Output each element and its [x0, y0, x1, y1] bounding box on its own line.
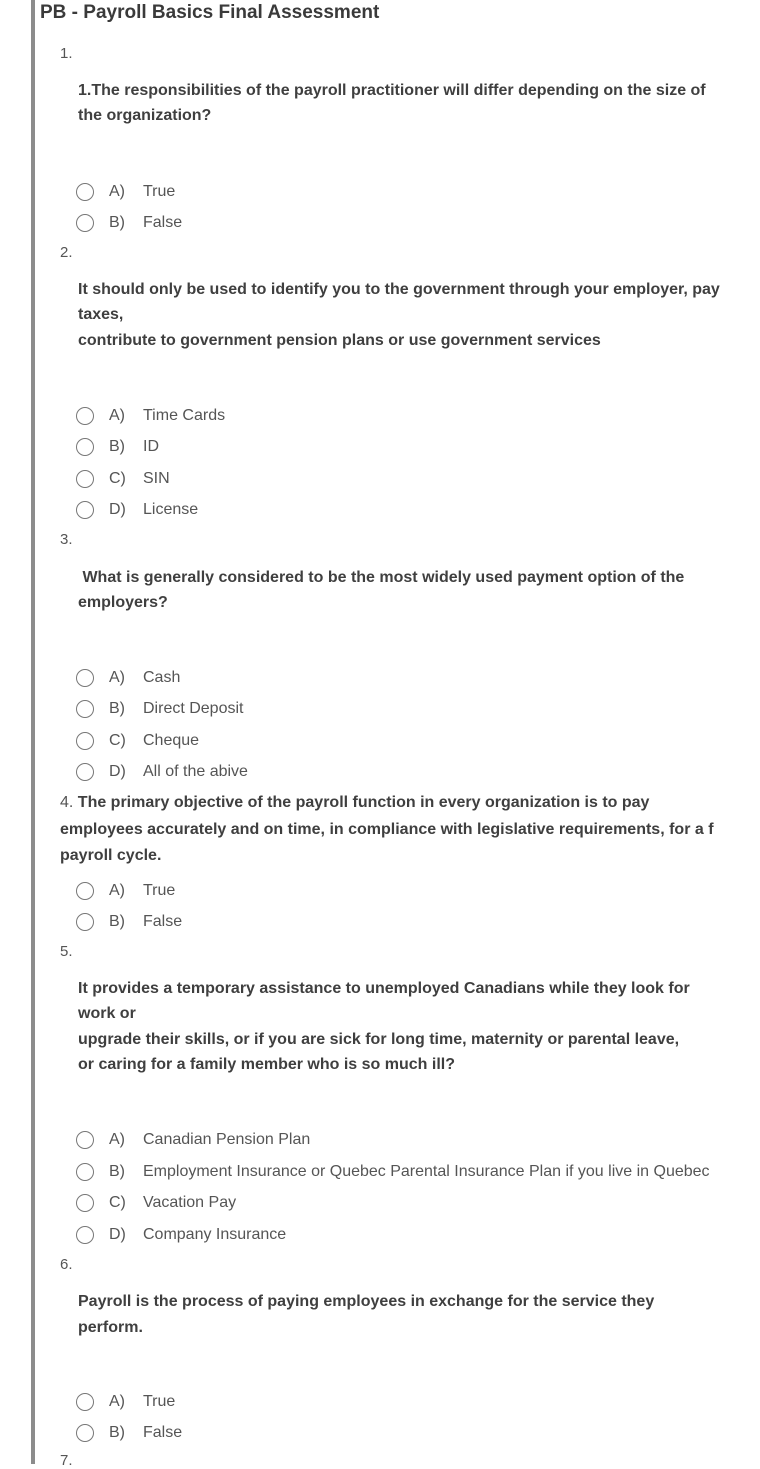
radio-button[interactable] [76, 1424, 94, 1442]
option-letter: A) [109, 1393, 125, 1410]
question-number: 3. [60, 531, 73, 548]
answer-option[interactable] [76, 1191, 236, 1215]
answer-option[interactable] [76, 467, 170, 491]
radio-button[interactable] [76, 913, 94, 931]
answer-option[interactable] [76, 1421, 182, 1445]
radio-button[interactable] [76, 1131, 94, 1149]
option-label: True [143, 1393, 176, 1410]
answer-option[interactable] [76, 1223, 286, 1247]
question-text-line: upgrade their skills, or if you are sick for long time, maternity or parental leave, [78, 1031, 680, 1048]
option-letter: B) [109, 214, 125, 231]
option-label: Vacation Pay [143, 1194, 237, 1211]
answer-option[interactable] [76, 498, 198, 522]
radio-button[interactable] [76, 732, 94, 750]
answer-option[interactable] [76, 180, 175, 204]
option-letter: C) [109, 732, 126, 749]
option-label: Company Insurance [143, 1226, 287, 1243]
radio-button[interactable] [76, 669, 94, 687]
question-text-line: work or [78, 1005, 136, 1022]
question-text-line: It should only be used to identify you to the government through your employer, pay [78, 281, 720, 298]
radio-button[interactable] [76, 183, 94, 201]
question-text-line: It provides a temporary assistance to unemployed Canadians while they look for [78, 980, 690, 997]
radio-button[interactable] [76, 1393, 94, 1411]
answer-option[interactable] [76, 879, 175, 903]
option-letter: B) [109, 913, 125, 930]
question-text-line: the organization? [78, 107, 212, 124]
answer-option[interactable] [76, 697, 243, 721]
option-label: ID [143, 438, 159, 455]
radio-button[interactable] [76, 1163, 94, 1181]
option-letter: A) [109, 1131, 125, 1148]
answer-option[interactable] [76, 435, 159, 459]
option-letter: B) [109, 1424, 125, 1441]
radio-button[interactable] [76, 407, 94, 425]
question-text-line: 1.The responsibilities of the payroll practitioner will differ depending on the size of [78, 82, 706, 99]
radio-button[interactable] [76, 1194, 94, 1212]
question-number: 7. [60, 1452, 73, 1469]
radio-button[interactable] [76, 763, 94, 781]
option-letter: B) [109, 438, 125, 455]
option-letter: A) [109, 183, 125, 200]
option-label: True [143, 183, 176, 200]
radio-button[interactable] [76, 470, 94, 488]
answer-option[interactable] [76, 1390, 175, 1414]
question-number: 1. [60, 45, 73, 62]
option-label: Canadian Pension Plan [143, 1131, 311, 1148]
option-letter: A) [109, 882, 125, 899]
option-label: Cheque [143, 732, 200, 749]
left-border [31, 0, 35, 1464]
answer-option[interactable] [76, 1160, 710, 1184]
radio-button[interactable] [76, 1226, 94, 1244]
answer-option[interactable] [76, 404, 225, 428]
option-label: All of the abive [143, 763, 248, 780]
radio-button[interactable] [76, 882, 94, 900]
option-label: Direct Deposit [143, 700, 244, 717]
option-letter: C) [109, 1194, 126, 1211]
answer-option[interactable] [76, 211, 182, 235]
option-label: False [143, 214, 183, 231]
option-letter: D) [109, 1226, 126, 1243]
option-label: False [143, 913, 183, 930]
option-letter: A) [109, 407, 125, 424]
answer-option[interactable] [76, 729, 199, 753]
option-letter: D) [109, 763, 126, 780]
question-text-line: What is generally considered to be the most widely used payment option of the [78, 569, 685, 586]
question-text-line: Payroll is the process of paying employees in exchange for the service they [78, 1293, 655, 1310]
question-text-line: employees accurately and on time, in compliance with legislative requirements, for a f [60, 820, 714, 838]
answer-option[interactable] [76, 666, 180, 690]
option-label: Employment Insurance or Quebec Parental Insurance Plan if you live in Quebec [143, 1163, 710, 1180]
option-letter: A) [109, 669, 125, 686]
question-number: 4. [60, 794, 74, 811]
question-text-line: employers? [78, 594, 168, 611]
question-number: 6. [60, 1256, 73, 1273]
radio-button[interactable] [76, 700, 94, 718]
question-text-line: 4. The primary objective of the payroll function in every organization is to pay [60, 794, 650, 811]
question-text-line: taxes, [78, 306, 124, 323]
option-label: True [143, 882, 176, 899]
question-text-line: or caring for a family member who is so much ill? [78, 1056, 455, 1073]
question-4-text [60, 790, 760, 870]
option-label: SIN [143, 470, 170, 487]
option-letter: D) [109, 501, 126, 518]
answer-option[interactable] [76, 760, 248, 784]
question-number: 5. [60, 943, 73, 960]
answer-option[interactable] [76, 910, 182, 934]
radio-button[interactable] [76, 438, 94, 456]
option-letter: B) [109, 1163, 125, 1180]
page-title: PB - Payroll Basics Final Assessment [40, 2, 380, 23]
option-letter: B) [109, 700, 125, 717]
question-number: 2. [60, 244, 73, 261]
option-label: Cash [143, 669, 181, 686]
radio-button[interactable] [76, 214, 94, 232]
question-text-line: payroll cycle. [60, 847, 162, 864]
option-label: Time Cards [143, 407, 226, 424]
question-text-line: contribute to government pension plans or use government services [78, 332, 601, 349]
option-label: License [143, 501, 199, 518]
radio-button[interactable] [76, 501, 94, 519]
question-text-line: perform. [78, 1319, 143, 1336]
option-letter: C) [109, 470, 126, 487]
option-label: False [143, 1424, 183, 1441]
answer-option[interactable] [76, 1128, 310, 1152]
